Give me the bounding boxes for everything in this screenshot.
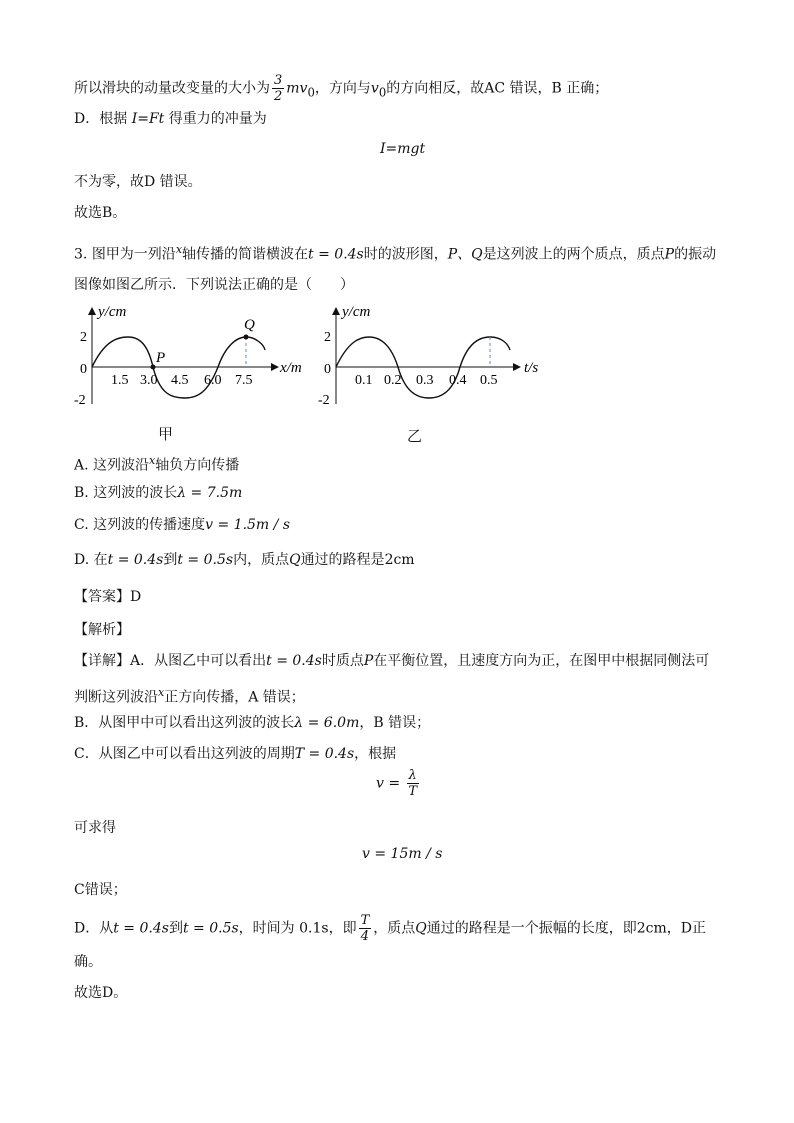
option-d <box>74 550 415 570</box>
y-tick-label: 0 <box>80 362 87 377</box>
figure-yi-caption: 乙 <box>407 427 423 445</box>
text: 判断这列波沿 <box>74 689 158 706</box>
text: ，时间为 <box>238 920 300 937</box>
fraction-numerator: T <box>360 913 370 928</box>
option-b <box>74 483 242 503</box>
y-tick-label: 0 <box>324 362 331 377</box>
prev-line-2 <box>74 109 267 129</box>
final-answer: 故选D。 <box>74 985 128 1001</box>
formula: I=Ft <box>131 111 165 127</box>
text: D．根据 <box>74 111 132 127</box>
math-text: t = 0.4s <box>266 653 322 669</box>
subscript: 0 <box>307 85 315 100</box>
math-text: mv <box>286 80 308 97</box>
x-tick-label: 0.3 <box>416 373 434 388</box>
answer-line <box>74 587 141 607</box>
subscript: 0 <box>378 85 387 100</box>
math-text: x <box>158 686 165 699</box>
text: 时质点 <box>321 653 364 669</box>
x-tick-label: 6.0 <box>204 373 222 388</box>
formula-v-lambda-t <box>376 768 421 799</box>
x-tick-label: 4.5 <box>171 373 189 388</box>
question-number: 3. <box>74 246 88 263</box>
answer-value: D <box>130 589 142 605</box>
text: 在平衡位置，且速度方向为正，在图甲中根据同侧法可 <box>373 653 710 669</box>
point-p <box>151 365 156 370</box>
fraction <box>272 73 284 104</box>
analysis-c <box>74 744 396 764</box>
math-text: 2cm <box>384 552 415 568</box>
text: 图甲为一列沿 <box>91 246 176 263</box>
result-formula: v = 15m / s <box>362 846 443 862</box>
prev-line-1 <box>74 73 608 104</box>
text: A. 这列波沿 <box>74 457 150 474</box>
analysis-d-1 <box>74 913 706 944</box>
text: 正方向传播，A 错误； <box>164 689 305 706</box>
text: C．从图乙中可以看出这列波的周期 <box>74 746 295 762</box>
math-text: x <box>175 243 183 256</box>
analysis-d-2: 确。 <box>74 954 102 970</box>
fraction-denominator: T <box>408 784 417 799</box>
x-tick-label: 0.5 <box>480 373 498 388</box>
text: 所以滑块的动量改变量的大小为 <box>74 80 270 97</box>
figure-jia <box>68 300 318 415</box>
figure-jia-caption: 甲 <box>158 425 174 443</box>
text: 的振动 <box>674 246 717 263</box>
text: 通过的路程是 <box>300 552 385 568</box>
math-text: t = 0.4s <box>107 552 164 568</box>
text: B. 这列波的波长 <box>74 485 178 501</box>
point-q <box>244 335 249 340</box>
y-tick-label: 2 <box>80 330 87 345</box>
analysis-a-2 <box>74 683 305 708</box>
math-text: 0.1s <box>299 920 329 937</box>
question-stem-1 <box>74 240 716 265</box>
fraction-denominator: 2 <box>274 89 283 104</box>
fraction <box>359 913 372 944</box>
x-tick-label: 0.2 <box>384 373 402 388</box>
y-axis-label: y/cm <box>342 304 371 320</box>
prev-formula: I=mgt <box>380 141 426 157</box>
x-tick-label: 3.0 <box>140 373 158 388</box>
math-text: t = 0.5s <box>182 920 239 937</box>
text: ，根据 <box>354 746 397 762</box>
option-a <box>74 451 239 476</box>
text: 轴负方向传播 <box>155 457 240 474</box>
point-q-label: Q <box>244 317 255 333</box>
math-text: v <box>370 80 379 97</box>
math-text: λ = 7.5m <box>177 485 243 501</box>
text: A．从图乙中可以看出 <box>130 653 267 669</box>
math-text: Q <box>289 552 301 568</box>
question-stem-2: 图像如图乙所示．下列说法正确的是（ ） <box>74 277 354 293</box>
x-tick-label: 1.5 <box>111 373 129 388</box>
text: ，质点 <box>373 920 416 937</box>
fraction-numerator: 3 <box>274 73 283 88</box>
x-tick-label: 0.4 <box>449 373 467 388</box>
text: 到 <box>168 920 183 937</box>
text: ，B 错误； <box>359 715 431 731</box>
text: D．从 <box>74 920 114 937</box>
y-tick-label: 2 <box>324 330 331 345</box>
option-c <box>74 515 290 535</box>
analysis-a-1 <box>74 651 709 671</box>
text: ，D正 <box>666 920 706 937</box>
math-text: x <box>149 454 156 467</box>
prev-line-5: 故选B。 <box>74 205 127 221</box>
y-tick-label: -2 <box>318 393 330 408</box>
fraction-denominator: 4 <box>360 929 370 944</box>
point-p-label: P <box>156 350 166 366</box>
text: B．从图甲中可以看出这列波的波长 <box>74 715 295 731</box>
math-text: T = 0.4s <box>294 746 355 762</box>
text: 内，质点 <box>233 552 290 568</box>
math-text: t = 0.5s <box>177 552 234 568</box>
answer-label: 【答案】 <box>74 589 130 605</box>
math-text: v = 1.5m / s <box>205 517 291 533</box>
text: 轴传播的简谐横波在 <box>182 246 309 263</box>
math-text: t = 0.4s <box>113 920 169 937</box>
text: C. 这列波的传播速度 <box>74 517 206 533</box>
math-text: t = 0.4s <box>308 246 364 263</box>
math-text: P、Q <box>447 246 483 263</box>
text: 时的波形图， <box>363 246 448 263</box>
math-text: v = <box>376 775 401 792</box>
figure-yi <box>312 300 562 415</box>
math-text: λ = 6.0m <box>294 715 360 731</box>
text: 的方向相反，故AC 错误，B 正确； <box>386 80 609 97</box>
analysis-b <box>74 713 430 733</box>
math-text: P <box>664 246 675 263</box>
detail-label: 【详解】 <box>74 653 130 669</box>
prev-line-4: 不为零，故D 错误。 <box>74 174 202 190</box>
text: 是这列波上的两个质点，质点 <box>482 246 665 263</box>
text: 通过的路程是一个振幅的长度，即 <box>426 920 637 937</box>
analysis-c-3: C错误； <box>74 882 127 898</box>
x-axis-label: x/m <box>280 360 302 376</box>
fraction <box>407 768 419 799</box>
x-axis-label: t/s <box>524 360 539 376</box>
text: 得重力的冲量为 <box>164 111 267 127</box>
math-text: P <box>363 653 374 669</box>
y-tick-label: -2 <box>74 393 86 408</box>
x-tick-label: 7.5 <box>235 373 253 388</box>
analysis-c-2: 可求得 <box>74 820 116 836</box>
text: ，方向与 <box>314 80 371 97</box>
analysis-label: 【解析】 <box>74 622 130 638</box>
text: D. 在 <box>74 552 108 568</box>
text: 到 <box>163 552 178 568</box>
fraction-numerator: λ <box>408 768 417 783</box>
x-tick-label: 0.1 <box>355 373 373 388</box>
y-axis-label: y/cm <box>98 304 127 320</box>
text: ，即 <box>328 920 357 937</box>
math-text: Q <box>415 920 427 937</box>
math-text: 2cm <box>636 920 667 937</box>
